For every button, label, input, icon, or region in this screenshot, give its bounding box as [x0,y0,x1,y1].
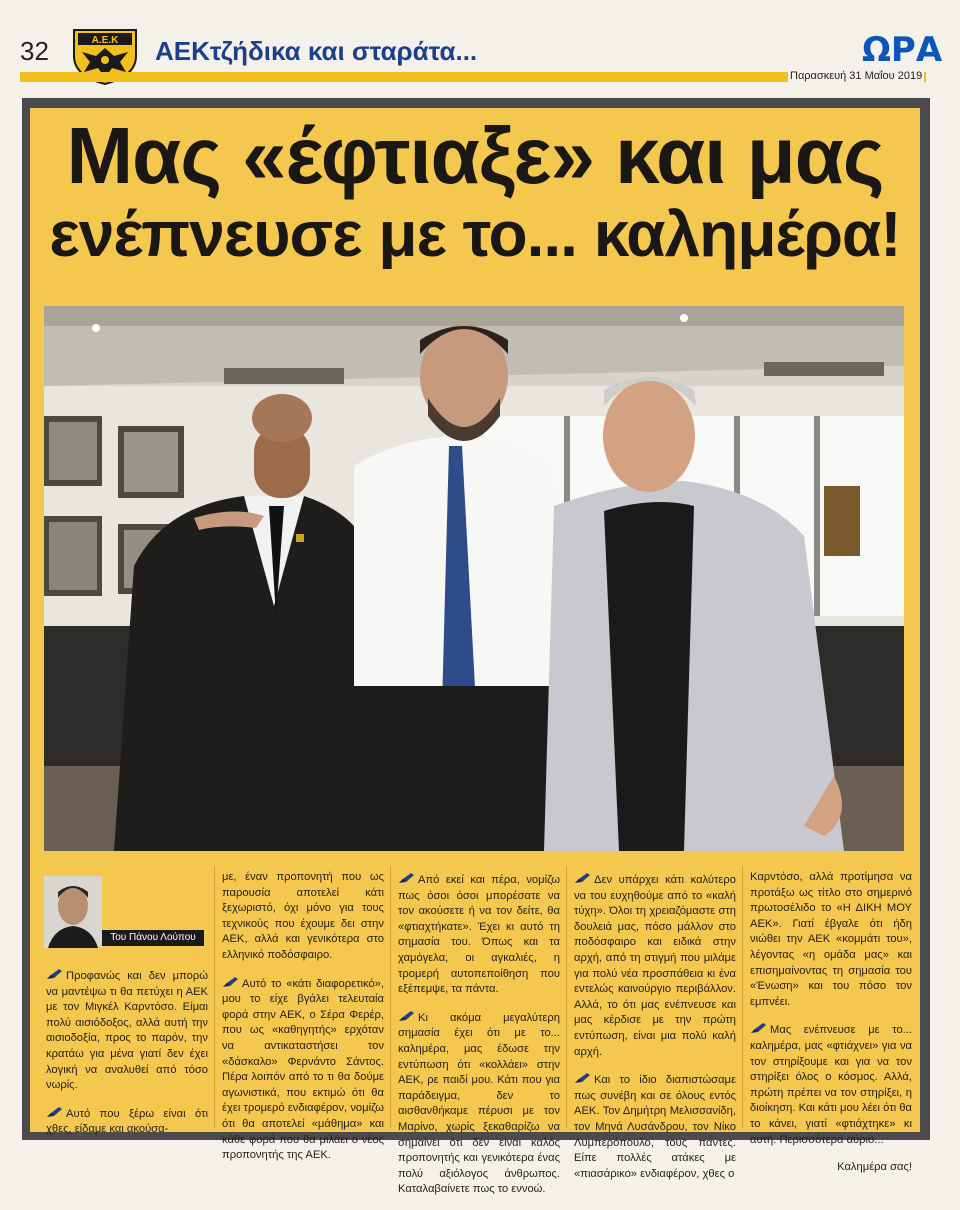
article-column-5 [750,870,912,1188]
pen-icon [222,976,239,988]
paragraph-text: με, έναν προπονητή που ως παρουσία αποτελεί κάτι ξεχωριστό, όχι μόνο για τους τεχνικούς που έχουμε δει στην ΑΕΚ, αλλά και γενικότερα στο ελληνικό ποδόσφαιρο. [222,871,384,961]
pen-icon [574,1072,591,1084]
pen-icon [750,1022,767,1034]
paragraph-text: Δεν υπάρχει κάτι καλύτερο να του ευχηθούμε από το «καλή τύχη». Όλοι τη χρειαζόμαστε στη δουλειά μας, πόσο μάλλον στο ποδόσφαιρο και ειδικά στην αρχή, από τη στιγμή που μιλάμε για πολύ νέα προσπάθεια κι ένα εντελώς καινούργιο περιβάλλον. Αλλά, το ότι μας ενέπνευσε και μας κέρδισε με την πρώτη εντύπωση, είναι μια πολύ καλή αρχή. [574,874,736,1058]
column-divider [742,866,743,1128]
issue-date: Παρασκευή 31 Μαΐου 2019 [790,70,923,82]
paragraph [750,870,912,1010]
paragraph-text: Μας ενέπνευσε με το... καλημέρα, μας «φτιάχνει» για να τον στηρίξουμε και για να τον στηρίξει όλος ο κόσμος. Αλλά, πρώτη πρέπει να τον στηρίξει, η διοίκηση. Και κάτι μου λέει ότι θα το κάνει, γιατί «φτιάχτηκε» κι αυτή. Περισσότερα αύριο... [750,1024,912,1146]
section-title: ΑΕΚτζήδικα και σταράτα... [155,36,478,66]
pen-icon [46,968,63,980]
column-divider [566,866,567,1128]
pen-icon [46,1106,63,1118]
paragraph-text: Αυτό που ξέρω είναι ότι χθες, είδαμε και ακούσα- [46,1107,208,1136]
article-column-3 [398,872,560,1210]
paragraph [574,872,736,1060]
paragraph [574,1072,736,1182]
headline-line-2: ενέπνευσε με το... καλημέρα! [49,198,901,270]
author-name: Του Πάνου Λούπου [102,930,204,946]
sign-off: Καλημέρα σας! [837,1161,912,1174]
paragraph [398,872,560,998]
paragraph [46,1106,208,1138]
paragraph [46,968,208,1094]
paragraph-text: Αυτό το «κάτι διαφορετικό», μου το είχε βγάλει τελευταία φορά στην ΑΕΚ, ο Σέρα Φερέρ, που ως «καθηγητής» ερχόταν να αντικαταστήσει τον «δάσκαλο» Φερνάντο Σάντος. Πέρα λοιπόν από το τι θα δούμε αγωνιστικά, που εκτιμώ ότι θα έχει τρομερό ενδιαφέρον, νομίζω ότι θα αποτελεί «μάθημα» και κάθε φορά που θα μιλάει ο νέος προπονητής της ΑΕΚ. [222,977,384,1162]
paragraph-text: Καρντόσο, αλλά προτίμησα να προτάξω ως τίτλο στο σημερινό πρωτοσέλιδο το «Η ΔΙΚΗ ΜΟΥ ΑΕΚ». Γιατί έβγαλε ότι ήδη νιώθει την ΑΕΚ «κομμάτι του», λέγοντας «η ομάδα μας» και επισημαίνοντας τη σημασία του «Ένωση» και του πόσο τον εμπνέει. [750,871,912,1008]
logo-text: Α.Ε.Κ [91,35,119,46]
paragraph-text: Και το ίδιο διαπιστώσαμε πως συνέβη και σε όλους εντός ΑΕΚ. Τον Δημήτρη Μελισσανίδη, τον Μηνά Λυσάνδρου, τον Νίκο Λυμπερόπουλο, τους πάντες. Είπε πολλές ατάκες με «πιασάρικο» ενδιαφέρον, χθες ο [574,1074,736,1180]
paragraph [750,1022,912,1148]
paragraph-text: Προφανώς και δεν μπορώ να μαντέψω τι θα πετύχει η ΑΕΚ με τον Μιγκέλ Καρντόσο. Είμαι πολύ αισιόδοξος, αλλά αυτή την αισιοδοξία, προς το παρόν, την κρατάω για μένα γιατί δεν έχει λογική να αναλυθεί από τόσο νωρίς. [46,970,208,1092]
author-byline [44,870,204,950]
column-divider [390,866,391,1128]
lead-photo [44,306,904,851]
paragraph [222,976,384,1164]
page-number: 32 [20,36,49,66]
page-header [0,0,960,92]
paragraph-text: Κι ακόμα μεγαλύτερη σημασία έχει ότι με το... καλημέρα, μας έδωσε την εντύπωση ότι «κολλάει» στην ΑΕΚ, ρε παιδί μου. Κάτι που για παράδειγμα, δεν το αισθανθήκαμε πέρυσι με τον Μαρίνο, χωρίς ξεκαθαρίζω να σημαίνει ότι δεν είναι καλός προπονητής και γενικότερα ένας πολύ αξιόλογος άνθρωπος. Καταλαβαίνετε πως το εννοώ. [398,1011,560,1196]
paragraph-text: Από εκεί και πέρα, νομίζω πως όσοι όσοι μπορέσατε να τον ακούσετε ή να τον δείτε, θα «φτιαχτήκατε». Έχει κι αυτό τη σημασία του. Όπως και τα χαμόγελα, οι αγκαλιές, η τρομερή αυτοπεποίθηση που εξέπεμψε, τα πάντα. [398,874,560,996]
article-column-4 [574,872,736,1194]
author-photo [44,876,102,948]
article-column-1 [46,968,208,1150]
paragraph [398,1010,560,1198]
paragraph [222,870,384,964]
headline-line-1: Μας «έφτιαξε» και μας [66,111,884,200]
pen-icon [398,872,415,884]
newspaper-masthead: ΩΡΑ [862,30,943,70]
pen-icon [398,1010,415,1022]
column-divider [214,866,215,1128]
pen-icon [574,872,591,884]
article-column-2 [222,870,384,1176]
headline [30,111,920,270]
